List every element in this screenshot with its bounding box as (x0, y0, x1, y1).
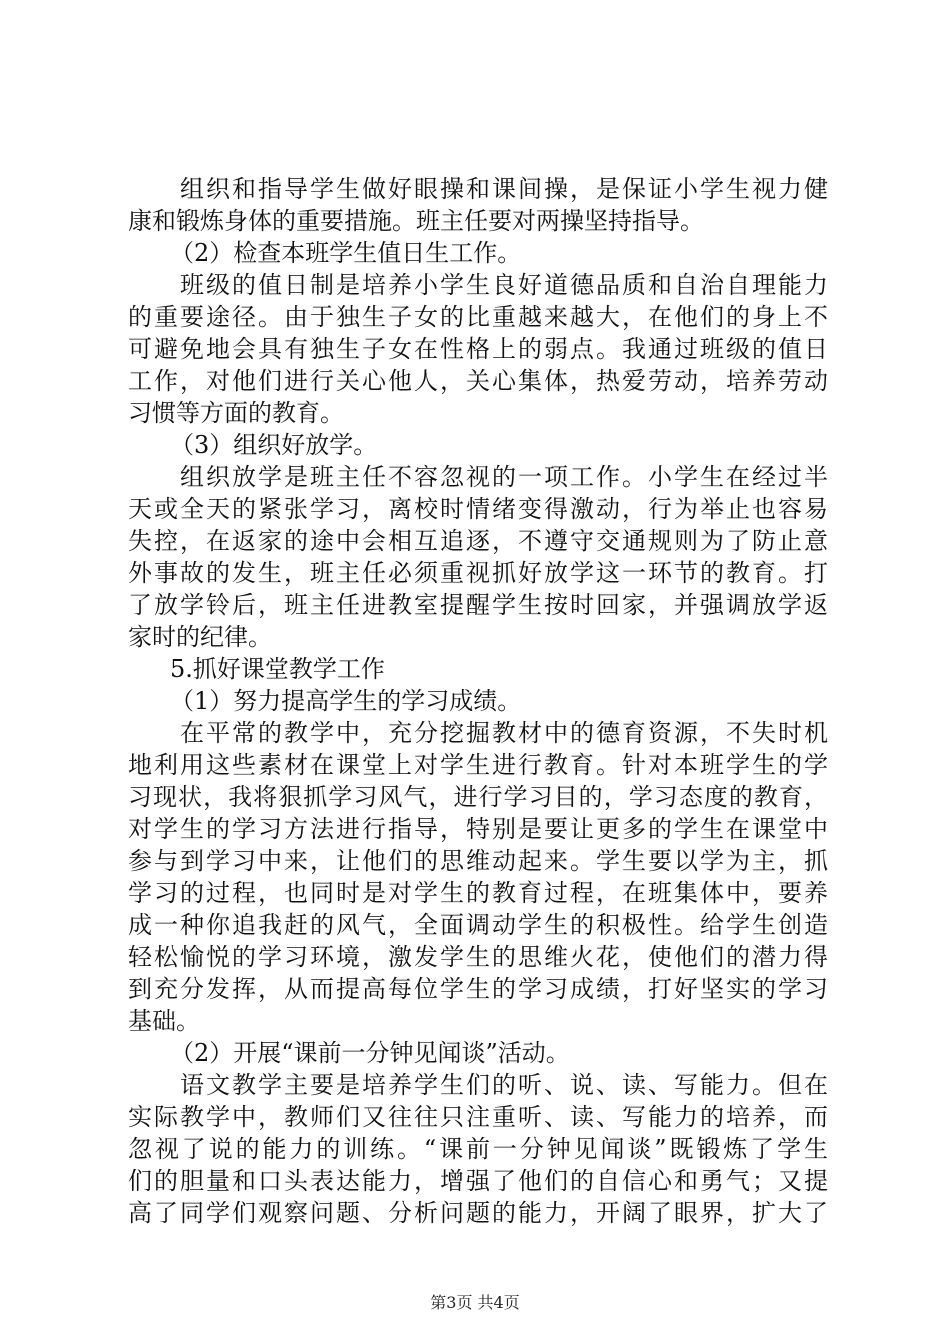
paragraph-line: 们的胆量和口头表达能力，增强了他们的自信心和勇气；又提 (128, 1167, 828, 1195)
document-body (128, 173, 828, 1229)
paragraph-line: 高了同学们观察问题、分析问题的能力，开阔了眼界，扩大了 (128, 1199, 828, 1227)
paragraph-line: 对学生的学习方法进行指导，特别是要让更多的学生在课堂中 (128, 815, 828, 843)
paragraph-line: 了放学铃后，班主任进教室提醒学生按时回家，并强调放学返 (128, 591, 828, 619)
paragraph-line: 到充分发挥，从而提高每位学生的学习成绩，打好坚实的学习 (128, 975, 828, 1003)
paragraph-line: 轻松愉悦的学习环境，激发学生的思维火花，使他们的潜力得 (128, 943, 828, 971)
page-number: 第3页 共4页 (430, 1293, 520, 1312)
paragraph-line: 在平常的教学中，充分挖掘教材中的德育资源，不失时机 (180, 719, 828, 747)
paragraph-line: 忽视了说的能力的训练。“课前一分钟见闻谈”既锻炼了学生 (128, 1135, 828, 1163)
paragraph-line: 天或全天的紧张学习，离校时情绪变得激动，行为举止也容易 (128, 495, 828, 523)
section-heading: 5.抓好课堂教学工作 (170, 655, 385, 683)
paragraph-line: 康和锻炼身体的重要措施。班主任要对两操坚持指导。 (128, 207, 704, 235)
paragraph-line: 成一种你追我赶的风气，全面调动学生的积极性。给学生创造 (128, 911, 828, 939)
paragraph-line: 参与到学习中来，让他们的思维动起来。学生要以学为主，抓 (128, 847, 828, 875)
paragraph-line: 语文教学主要是培养学生们的听、说、读、写能力。但在 (180, 1071, 828, 1099)
paragraph-line: 家时的纪律。 (128, 623, 272, 651)
paragraph-line: 基础。 (128, 1007, 200, 1035)
section-heading: （2）检查本班学生值日生工作。 (170, 239, 522, 267)
paragraph-line: 可避免地会具有独生子女在性格上的弱点。我通过班级的值日 (128, 335, 828, 363)
paragraph-line: 班级的值日制是培养小学生良好道德品质和自治自理能力 (180, 271, 828, 299)
paragraph-line: 失控，在返家的途中会相互追逐，不遵守交通规则为了防止意 (128, 527, 828, 555)
section-heading: （1）努力提高学生的学习成绩。 (170, 687, 522, 715)
paragraph-line: 外事故的发生，班主任必须重视抓好放学这一环节的教育。打 (128, 559, 828, 587)
paragraph-line: 组织和指导学生做好眼操和课间操，是保证小学生视力健 (180, 175, 828, 203)
paragraph-line: 实际教学中，教师们又往往只注重听、读、写能力的培养，而 (128, 1103, 828, 1131)
paragraph-line: 习现状，我将狠抓学习风气，进行学习目的，学习态度的教育， (128, 783, 828, 811)
paragraph-line: 工作，对他们进行关心他人，关心集体，热爱劳动，培养劳动 (128, 367, 828, 395)
paragraph-line: 组织放学是班主任不容忽视的一项工作。小学生在经过半 (180, 463, 828, 491)
paragraph-line: 学习的过程，也同时是对学生的教育过程，在班集体中，要养 (128, 879, 828, 907)
paragraph-line: 地利用这些素材在课堂上对学生进行教育。针对本班学生的学 (128, 751, 828, 779)
section-heading: （3）组织好放学。 (170, 431, 378, 459)
paragraph-line: 习惯等方面的教育。 (128, 399, 344, 427)
section-heading: （2）开展“课前一分钟见闻谈”活动。 (170, 1039, 570, 1067)
paragraph-line: 的重要途径。由于独生子女的比重越来越大，在他们的身上不 (128, 303, 828, 331)
